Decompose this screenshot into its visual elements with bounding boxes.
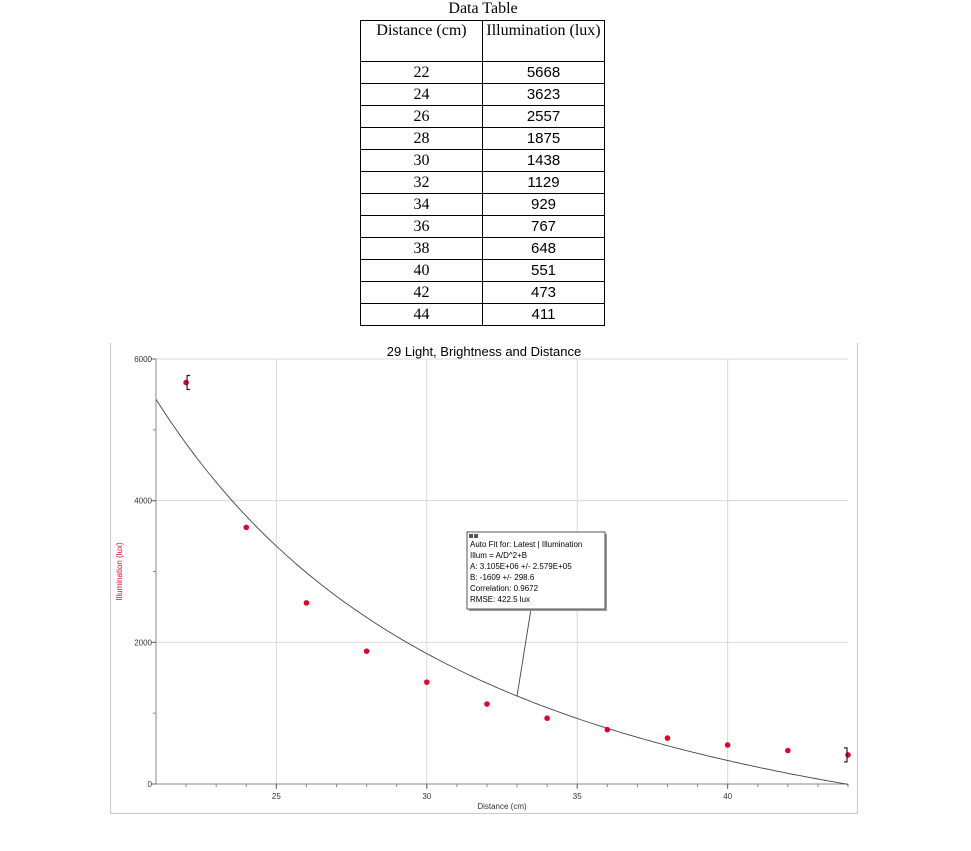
data-point (785, 748, 791, 754)
y-tick-label: 2000 (134, 638, 152, 648)
table-body (361, 62, 605, 326)
distance-cell: 26 (361, 106, 483, 128)
illumination-cell: 1875 (483, 128, 605, 150)
x-axis-label: Distance (cm) (477, 802, 527, 811)
illumination-cell: 473 (483, 282, 605, 304)
chart-title: 29 Light, Brightness and Distance (386, 344, 582, 359)
chart-frame (110, 343, 858, 814)
table-row (361, 84, 605, 106)
fit-annotation-line: Correlation: 0.9672 (470, 584, 539, 593)
fit-annotation-line: Auto Fit for: Latest | Illumination (470, 540, 583, 549)
data-point (665, 735, 671, 741)
data-point (544, 715, 550, 721)
table-title: Data Table (448, 0, 518, 17)
fit-annotation-line: A: 3.105E+06 +/- 2.579E+05 (470, 562, 572, 571)
table-row (361, 216, 605, 238)
table-row (361, 260, 605, 282)
distance-cell: 22 (361, 62, 483, 84)
table-row (361, 150, 605, 172)
table-row (361, 128, 605, 150)
column-header-illumination: Illumination (lux) (483, 21, 605, 62)
data-point (605, 727, 611, 733)
illumination-cell: 3623 (483, 84, 605, 106)
distance-cell: 30 (361, 150, 483, 172)
illumination-cell: 648 (483, 238, 605, 260)
distance-cell: 42 (361, 282, 483, 304)
annotation-handle-icon (469, 534, 473, 538)
table-row (361, 62, 605, 84)
illumination-cell: 1438 (483, 150, 605, 172)
distance-cell: 44 (361, 304, 483, 326)
illumination-cell: 1129 (483, 172, 605, 194)
table-row (361, 106, 605, 128)
illumination-cell: 551 (483, 260, 605, 282)
table-header-row (361, 21, 605, 62)
data-point (424, 679, 430, 685)
illumination-cell: 767 (483, 216, 605, 238)
illumination-cell: 929 (483, 194, 605, 216)
data-point (484, 701, 490, 707)
table-row (361, 304, 605, 326)
x-tick-label: 40 (723, 792, 733, 801)
y-tick-label: 4000 (134, 496, 152, 506)
illumination-cell: 411 (483, 304, 605, 326)
distance-cell: 24 (361, 84, 483, 106)
x-tick-label: 30 (422, 792, 432, 801)
data-point (364, 648, 370, 654)
table-row (361, 194, 605, 216)
fit-annotation-line: B: -1609 +/- 298.6 (470, 573, 535, 582)
illumination-cell: 5668 (483, 62, 605, 84)
table-row (361, 282, 605, 304)
data-point (725, 742, 731, 748)
distance-cell: 38 (361, 238, 483, 260)
data-point (304, 600, 310, 606)
annotation-leader (517, 609, 531, 696)
distance-cell: 36 (361, 216, 483, 238)
annotation-handle-icon (474, 534, 478, 538)
distance-cell: 32 (361, 172, 483, 194)
distance-cell: 40 (361, 260, 483, 282)
x-tick-label: 25 (271, 792, 281, 801)
scatter-chart (111, 343, 857, 813)
fit-annotation-line: Illum = A/D^2+B (470, 551, 528, 560)
distance-cell: 34 (361, 194, 483, 216)
column-header-distance: Distance (cm) (361, 21, 483, 62)
table-row (361, 238, 605, 260)
fit-annotation-line: RMSE: 422.5 lux (470, 595, 531, 604)
data-point (243, 525, 249, 531)
data-point (845, 752, 851, 758)
illumination-cell: 2557 (483, 106, 605, 128)
y-tick-label: 6000 (134, 355, 152, 364)
data-table (360, 20, 605, 326)
y-axis-label: Illumination (lux) (115, 542, 124, 601)
y-tick-label: 0 (147, 780, 152, 789)
x-tick-label: 35 (572, 792, 582, 801)
table-row (361, 172, 605, 194)
data-point (183, 380, 189, 386)
distance-cell: 28 (361, 128, 483, 150)
